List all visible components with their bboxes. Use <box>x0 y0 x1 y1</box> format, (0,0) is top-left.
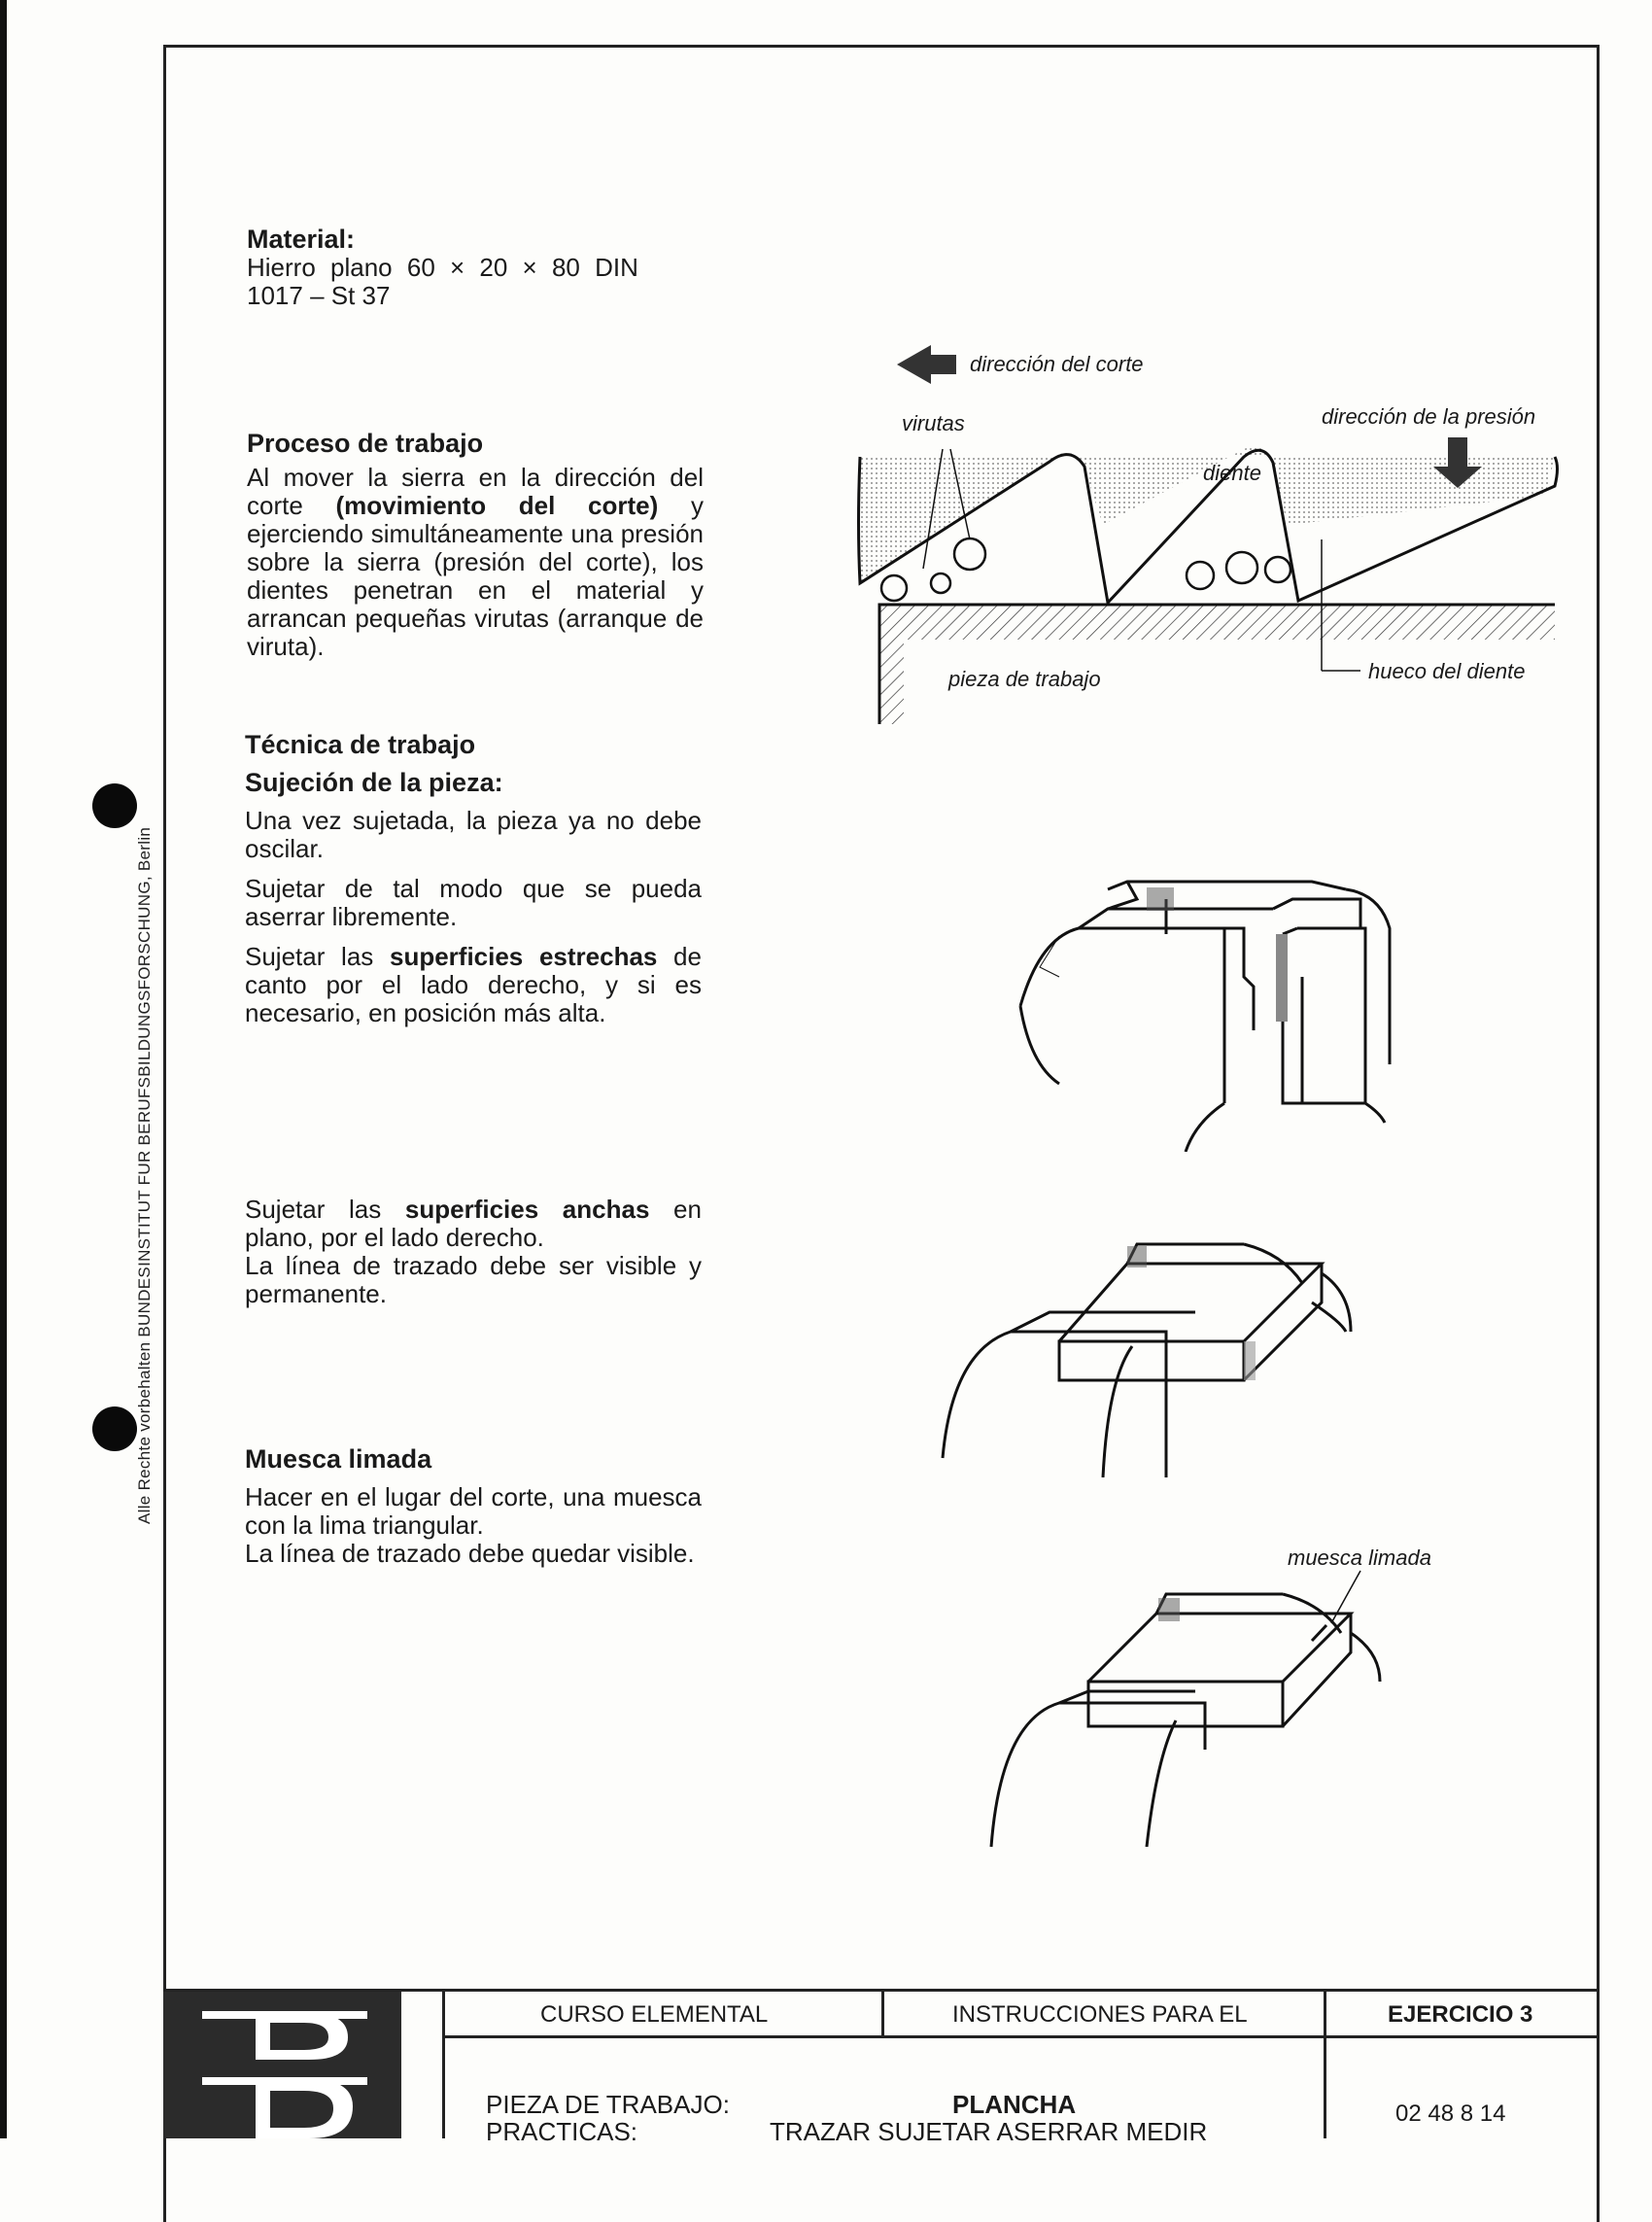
tecnica-p1: Una vez sujetada, la pieza ya no debe oscilar. <box>245 806 702 863</box>
material-line1: Hierro plano 60 × 20 × 80 DIN <box>247 253 638 282</box>
footer-curso: CURSO ELEMENTAL <box>540 2001 769 2028</box>
proceso-heading: Proceso de trabajo <box>247 429 484 458</box>
muesca-p1: Hacer en el lugar del corte, una muesca con la lima triangular. <box>245 1482 702 1540</box>
sujecion-heading: Sujeción de la pieza: <box>245 768 503 797</box>
footer-practicas-value: TRAZAR SUJETAR ASERRAR MEDIR <box>770 2117 1208 2146</box>
punch-hole <box>92 1406 137 1451</box>
anchas-section <box>245 1196 702 1320</box>
anchas-bold: superficies anchas <box>404 1195 650 1224</box>
muesca-section <box>245 1445 702 1580</box>
vise-notch-figure <box>933 1536 1477 1857</box>
footer-mid-rule <box>442 2035 1600 2038</box>
label-virutas: virutas <box>902 411 965 435</box>
footer-divider <box>881 1989 884 2037</box>
muesca-heading: Muesca limada <box>245 1444 432 1474</box>
proceso-text-2: y ejerciendo simultáneamente una presión sobre la sierra (presión del corte), los dientes penetran en el material y arrancan pequeñas virutas (arranque de viruta). <box>247 491 704 661</box>
institute-logo <box>163 1992 401 2138</box>
vise-narrow-figure <box>1001 870 1409 1152</box>
scan-edge <box>0 0 7 2138</box>
footer-pieza-label: PIEZA DE TRABAJO: <box>486 2090 730 2119</box>
anchas-p2: La línea de trazado debe ser visible y permanente. <box>245 1251 702 1308</box>
label-direccion-presion: dirección de la presión <box>1322 404 1536 429</box>
muesca-p2: La línea de trazado debe quedar visible. <box>245 1539 695 1568</box>
footer-instrucciones: INSTRUCCIONES PARA EL <box>952 2001 1248 2028</box>
tecnica-p3-c: de canto por el lado derecho, y si es necesario, en posición más alta. <box>245 942 702 1027</box>
punch-hole <box>92 783 137 828</box>
tecnica-heading: Técnica de trabajo <box>245 730 476 759</box>
anchas-a: Sujetar las <box>245 1195 405 1224</box>
footer-ejercicio: EJERCICIO 3 <box>1388 2001 1533 2028</box>
tecnica-section <box>245 731 702 1039</box>
footer-pieza-value: PLANCHA <box>952 2090 1077 2119</box>
label-pieza: pieza de trabajo <box>948 667 1101 691</box>
material-line2: 1017 – St 37 <box>247 281 391 310</box>
tecnica-p3-bold: superficies estrechas <box>389 942 658 971</box>
vise-wide-figure <box>933 1234 1399 1477</box>
anchas-c: en plano, por el lado derecho. <box>245 1195 702 1252</box>
tecnica-p3 <box>245 943 702 1027</box>
label-direccion-corte: dirección del corte <box>970 352 1144 376</box>
proceso-text <box>247 464 704 661</box>
tecnica-p2: Sujetar de tal modo que se pueda aserrar libremente. <box>245 874 702 931</box>
label-muesca-limada: muesca limada <box>1288 1545 1431 1570</box>
proceso-section <box>247 430 704 673</box>
footer-divider <box>1324 1989 1326 2138</box>
material-section <box>247 226 704 310</box>
tecnica-p3-a: Sujetar las <box>245 942 390 971</box>
material-heading: Material: <box>247 225 356 254</box>
anchas-p1 <box>245 1196 702 1252</box>
proceso-text-bold: (movimiento del corte) <box>335 491 659 520</box>
copyright-note: Alle Rechte vorbehalten BUNDESINSTITUT FUR BERUFSBILDUNGSFORSCHUNG, Berlin <box>135 826 154 1524</box>
saw-teeth-figure <box>845 330 1565 729</box>
footer-codigo: 02 48 8 14 <box>1395 2100 1506 2127</box>
cut-direction-arrow <box>897 345 956 384</box>
label-hueco: hueco del diente <box>1368 659 1526 683</box>
footer-practicas-label: PRACTICAS: <box>486 2117 638 2146</box>
label-diente: diente <box>1203 461 1261 485</box>
proceso-text-1: Al mover la sierra en la dirección del corte <box>247 463 704 520</box>
footer-divider <box>442 1989 445 2138</box>
